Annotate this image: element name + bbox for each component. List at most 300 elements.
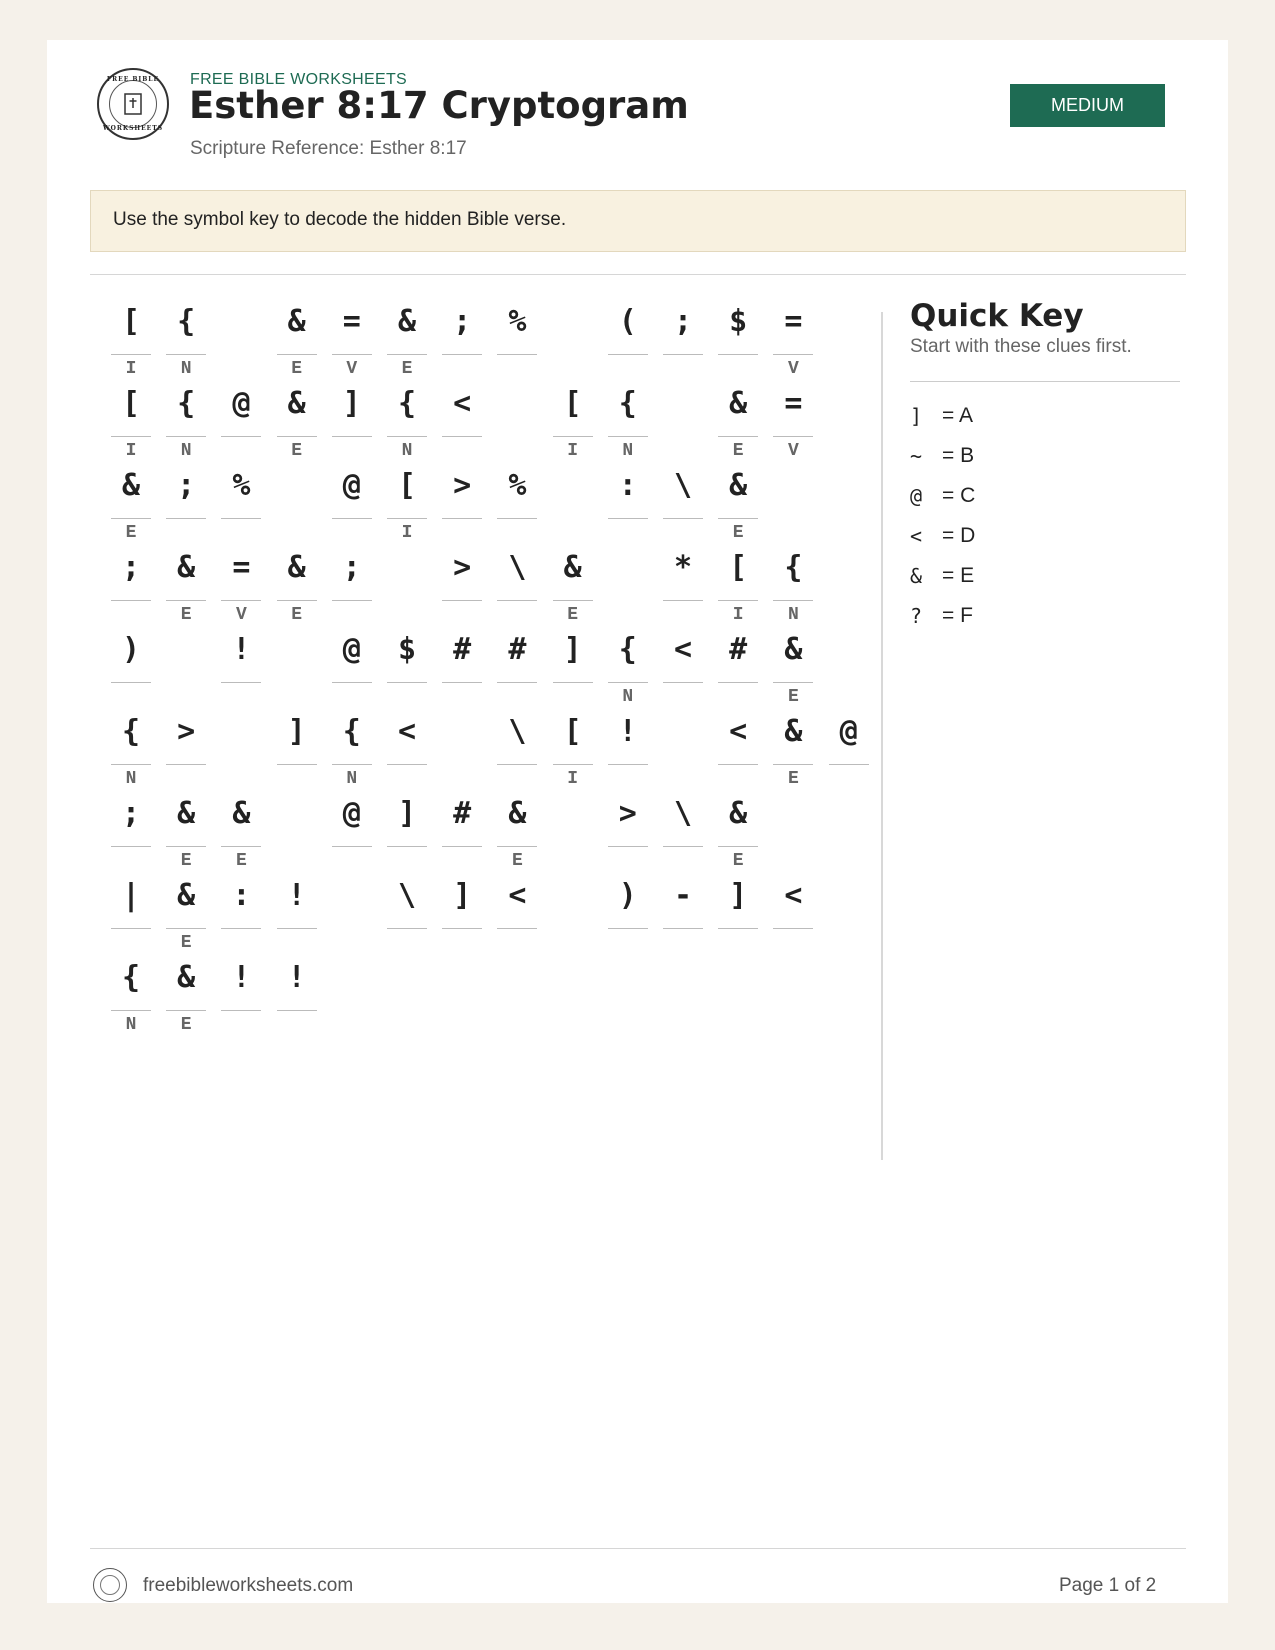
cipher-symbol: ! — [232, 960, 251, 995]
cipher-cell — [332, 786, 372, 876]
answer-blank[interactable] — [553, 682, 593, 683]
answer-blank[interactable] — [221, 436, 261, 437]
cipher-cell — [277, 868, 317, 958]
cipher-symbol: { — [397, 386, 417, 421]
answer-blank[interactable] — [663, 600, 703, 601]
page-number: Page 1 of 2 — [1059, 1575, 1157, 1596]
cipher-symbol: & — [177, 960, 196, 995]
answer-blank[interactable] — [111, 518, 151, 519]
cipher-cell — [663, 622, 703, 712]
cipher-cell — [111, 458, 151, 548]
answer-blank[interactable] — [111, 1010, 151, 1011]
answer-blank[interactable] — [387, 764, 427, 765]
cipher-cell — [442, 376, 482, 466]
quick-key-list — [910, 396, 975, 636]
answer-blank[interactable] — [663, 928, 703, 929]
cipher-symbol: & — [563, 550, 582, 585]
answer-blank[interactable] — [442, 846, 482, 847]
hint-letter: I — [401, 523, 413, 543]
cipher-cell — [332, 704, 372, 794]
quick-key-item — [910, 436, 975, 476]
hint-letter: N — [125, 1015, 137, 1035]
answer-blank[interactable] — [718, 518, 758, 519]
cipher-cell — [332, 540, 372, 630]
cipher-cell — [773, 540, 813, 630]
cipher-symbol: ! — [618, 714, 637, 749]
answer-blank[interactable] — [497, 354, 537, 355]
answer-blank[interactable] — [221, 600, 261, 601]
hint-letter: E — [291, 605, 302, 625]
hint-letter: V — [787, 359, 799, 379]
cipher-symbol: < — [508, 878, 527, 913]
cipher-cell — [166, 376, 206, 466]
answer-blank[interactable] — [497, 764, 537, 765]
cipher-cell — [442, 622, 482, 712]
cipher-cell — [387, 294, 427, 384]
cipher-symbol: > — [618, 796, 637, 831]
answer-blank[interactable] — [718, 600, 758, 601]
cipher-symbol: ] — [397, 796, 417, 831]
cipher-symbol: { — [618, 386, 637, 421]
quick-key-item — [910, 596, 975, 636]
cipher-cell — [718, 786, 758, 876]
cipher-cell — [608, 786, 648, 876]
cipher-cell — [608, 458, 648, 548]
cipher-cell — [166, 950, 206, 1040]
answer-blank[interactable] — [166, 436, 206, 437]
cipher-symbol: [ — [563, 714, 582, 749]
answer-blank[interactable] — [277, 764, 317, 765]
column-divider — [881, 312, 883, 1160]
cipher-cell — [608, 622, 648, 712]
answer-blank[interactable] — [718, 436, 758, 437]
cipher-cell — [387, 868, 427, 958]
answer-blank[interactable] — [387, 436, 427, 437]
answer-blank[interactable] — [497, 846, 537, 847]
cipher-cell — [497, 786, 537, 876]
cipher-symbol: = — [342, 304, 361, 339]
cipher-symbol: { — [177, 386, 196, 421]
cipher-cell — [442, 868, 482, 958]
page-title: Esther 8:17 Cryptogram — [189, 84, 689, 127]
cipher-symbol: * — [673, 550, 693, 585]
cipher-symbol: # — [729, 632, 748, 667]
cipher-symbol: = — [232, 550, 251, 585]
footer-logo-icon — [93, 1568, 127, 1602]
cipher-cell — [221, 540, 261, 630]
answer-blank[interactable] — [166, 928, 206, 929]
cipher-symbol: ! — [287, 960, 306, 995]
hint-letter: E — [180, 933, 192, 953]
hint-letter: I — [125, 441, 137, 461]
cipher-symbol: \ — [508, 714, 527, 749]
logo-text-top: FREE BIBLE — [106, 76, 160, 83]
cipher-symbol: ) — [121, 632, 141, 667]
quick-key-item — [910, 516, 975, 556]
answer-blank[interactable] — [387, 518, 427, 519]
answer-blank[interactable] — [332, 518, 372, 519]
cipher-symbol: [ — [121, 386, 141, 421]
cipher-symbol: ; — [177, 468, 196, 503]
answer-blank[interactable] — [332, 682, 372, 683]
cipher-cell — [332, 458, 372, 548]
cipher-symbol: { — [121, 960, 141, 995]
cipher-symbol: & — [232, 796, 251, 831]
cipher-symbol: = — [784, 386, 803, 421]
answer-blank[interactable] — [277, 600, 317, 601]
answer-blank[interactable] — [663, 846, 703, 847]
answer-blank[interactable] — [111, 682, 151, 683]
answer-blank[interactable] — [111, 846, 151, 847]
answer-blank[interactable] — [442, 928, 482, 929]
hint-letter: E — [291, 441, 302, 461]
answer-blank[interactable] — [718, 846, 758, 847]
cipher-cell — [166, 294, 206, 384]
answer-blank[interactable] — [277, 1010, 317, 1011]
cipher-symbol: $ — [397, 632, 417, 667]
cipher-symbol: % — [232, 468, 251, 503]
cipher-cell — [497, 704, 537, 794]
hint-letter: E — [511, 851, 523, 871]
hint-letter: E — [125, 523, 137, 543]
hint-letter: I — [567, 769, 578, 789]
answer-blank[interactable] — [553, 600, 593, 601]
cipher-symbol: = — [784, 304, 803, 339]
footer-divider — [90, 1548, 1186, 1549]
answer-blank[interactable] — [166, 1010, 206, 1011]
answer-blank[interactable] — [442, 600, 482, 601]
answer-blank[interactable] — [608, 846, 648, 847]
hint-letter: N — [787, 605, 799, 625]
cipher-cell — [221, 950, 261, 1040]
cipher-cell — [553, 704, 593, 794]
cipher-cell — [111, 868, 151, 958]
hint-letter: N — [401, 441, 413, 461]
answer-blank[interactable] — [663, 354, 703, 355]
answer-blank[interactable] — [332, 764, 372, 765]
cipher-cell — [608, 294, 648, 384]
worksheet-page — [47, 40, 1228, 1603]
cipher-cell — [773, 622, 813, 712]
cipher-cell — [663, 540, 703, 630]
quick-key-item — [910, 476, 975, 516]
answer-blank[interactable] — [553, 436, 593, 437]
cipher-symbol: < — [673, 632, 693, 667]
answer-blank[interactable] — [111, 354, 151, 355]
cipher-cell — [332, 376, 372, 466]
cipher-cell — [829, 704, 869, 794]
answer-blank[interactable] — [277, 436, 317, 437]
cipher-symbol: \ — [673, 468, 693, 503]
answer-blank[interactable] — [166, 354, 206, 355]
answer-blank[interactable] — [221, 928, 261, 929]
quick-key-divider — [910, 381, 1180, 382]
answer-blank[interactable] — [332, 436, 372, 437]
cipher-symbol: < — [784, 878, 803, 913]
answer-blank[interactable] — [442, 354, 482, 355]
key-symbol: @ — [910, 484, 923, 508]
answer-blank[interactable] — [111, 764, 151, 765]
quick-key-subtitle: Start with these clues first. — [910, 336, 1132, 357]
cipher-cell — [166, 786, 206, 876]
cipher-cell — [718, 294, 758, 384]
cipher-symbol: { — [342, 714, 361, 749]
cipher-symbol: > — [453, 550, 472, 585]
key-value: = F — [942, 604, 973, 627]
cipher-cell — [442, 294, 482, 384]
cipher-symbol: ] — [729, 878, 748, 913]
answer-blank[interactable] — [221, 846, 261, 847]
cipher-symbol: \ — [508, 550, 527, 585]
cipher-symbol: ; — [673, 304, 693, 339]
instructions-box: Use the symbol key to decode the hidden Bible verse. — [90, 190, 1186, 252]
cipher-cell — [387, 786, 427, 876]
hint-letter: N — [180, 359, 192, 379]
cipher-symbol: ] — [453, 878, 472, 913]
cipher-cell — [497, 294, 537, 384]
answer-blank[interactable] — [608, 518, 648, 519]
cipher-cell — [387, 458, 427, 548]
cipher-symbol: ; — [121, 796, 141, 831]
cipher-cell — [442, 786, 482, 876]
key-value: = D — [942, 524, 976, 547]
key-value: = B — [942, 444, 975, 467]
cipher-cell — [277, 294, 317, 384]
answer-blank[interactable] — [387, 354, 427, 355]
answer-blank[interactable] — [221, 1010, 261, 1011]
key-symbol: ] — [910, 404, 923, 428]
hint-letter: V — [787, 441, 799, 461]
cipher-cell — [277, 376, 317, 466]
cipher-cell — [718, 458, 758, 548]
key-symbol: ~ — [910, 444, 923, 468]
answer-blank[interactable] — [166, 600, 206, 601]
cipher-cell — [442, 458, 482, 548]
cipher-symbol: - — [673, 878, 693, 913]
cipher-cell — [166, 458, 206, 548]
cipher-symbol: & — [287, 386, 306, 421]
cipher-cell — [608, 376, 648, 466]
cipher-cell — [221, 786, 261, 876]
cipher-cell — [111, 704, 151, 794]
answer-blank[interactable] — [608, 354, 648, 355]
cipher-cell — [497, 868, 537, 958]
cipher-cell — [663, 868, 703, 958]
cipher-symbol: ; — [121, 550, 141, 585]
answer-blank[interactable] — [442, 518, 482, 519]
cipher-cell — [111, 786, 151, 876]
answer-blank[interactable] — [663, 518, 703, 519]
hint-letter: E — [787, 769, 799, 789]
hint-letter: E — [180, 605, 192, 625]
answer-blank[interactable] — [332, 354, 372, 355]
cipher-symbol: [ — [121, 304, 141, 339]
cipher-symbol: : — [618, 468, 637, 503]
hint-letter: I — [732, 605, 744, 625]
answer-blank[interactable] — [608, 436, 648, 437]
cipher-symbol: # — [453, 796, 472, 831]
cipher-cell — [773, 294, 813, 384]
hint-letter: N — [180, 441, 192, 461]
cipher-symbol: # — [508, 632, 527, 667]
answer-blank[interactable] — [497, 928, 537, 929]
answer-blank[interactable] — [497, 600, 537, 601]
cipher-cell — [553, 622, 593, 712]
cipher-symbol: & — [729, 468, 748, 503]
cipher-symbol: @ — [342, 468, 361, 503]
cipher-symbol: ) — [618, 878, 637, 913]
answer-blank[interactable] — [111, 600, 151, 601]
cipher-symbol: @ — [342, 796, 361, 831]
cipher-symbol: { — [121, 714, 141, 749]
key-value: = E — [942, 564, 975, 587]
hint-letter: E — [235, 851, 247, 871]
answer-blank[interactable] — [332, 846, 372, 847]
answer-blank[interactable] — [387, 928, 427, 929]
hint-letter: V — [346, 359, 358, 379]
answer-blank[interactable] — [663, 682, 703, 683]
answer-blank[interactable] — [277, 354, 317, 355]
hint-letter: E — [732, 441, 744, 461]
answer-blank[interactable] — [608, 764, 648, 765]
answer-blank[interactable] — [166, 518, 206, 519]
answer-blank[interactable] — [166, 764, 206, 765]
answer-blank[interactable] — [111, 436, 151, 437]
cipher-symbol: & — [784, 632, 803, 667]
cipher-cell — [221, 376, 261, 466]
answer-blank[interactable] — [387, 846, 427, 847]
cipher-cell — [111, 540, 151, 630]
answer-blank[interactable] — [718, 354, 758, 355]
answer-blank[interactable] — [277, 928, 317, 929]
cipher-cell — [111, 376, 151, 466]
cipher-symbol: [ — [729, 550, 748, 585]
cipher-symbol: $ — [729, 304, 748, 339]
cipher-symbol: & — [287, 550, 306, 585]
cipher-cell — [553, 540, 593, 630]
cipher-cell — [332, 294, 372, 384]
hint-letter: N — [622, 441, 634, 461]
cipher-cell — [277, 704, 317, 794]
cipher-cell — [166, 704, 206, 794]
cipher-symbol: & — [729, 796, 748, 831]
cipher-symbol: { — [618, 632, 637, 667]
cipher-symbol: # — [453, 632, 472, 667]
cipher-cell — [277, 540, 317, 630]
answer-blank[interactable] — [387, 682, 427, 683]
difficulty-badge: MEDIUM — [1010, 84, 1165, 127]
key-symbol: ? — [910, 604, 923, 628]
cipher-cell — [608, 704, 648, 794]
answer-blank[interactable] — [111, 928, 151, 929]
cipher-symbol: ] — [287, 714, 306, 749]
answer-blank[interactable] — [773, 354, 813, 355]
answer-blank[interactable] — [608, 928, 648, 929]
cipher-symbol: { — [177, 304, 196, 339]
cipher-symbol: < — [397, 714, 417, 749]
hint-letter: N — [622, 687, 634, 707]
cipher-symbol: & — [729, 386, 748, 421]
scripture-reference: Scripture Reference: Esther 8:17 — [190, 138, 467, 159]
answer-blank[interactable] — [718, 764, 758, 765]
answer-blank[interactable] — [442, 436, 482, 437]
hint-letter: N — [125, 769, 137, 789]
cipher-symbol: \ — [397, 878, 417, 913]
cipher-cell — [387, 622, 427, 712]
footer-site: freebibleworksheets.com — [143, 1575, 354, 1596]
cryptogram-grid — [47, 40, 887, 1160]
cipher-cell — [387, 704, 427, 794]
hint-letter: E — [567, 605, 578, 625]
hint-letter: E — [401, 359, 413, 379]
answer-blank[interactable] — [608, 682, 648, 683]
answer-blank[interactable] — [553, 764, 593, 765]
answer-blank[interactable] — [773, 682, 813, 683]
answer-blank[interactable] — [332, 600, 372, 601]
logo-text-bottom: WORKSHEETS — [102, 125, 164, 132]
cipher-cell — [497, 458, 537, 548]
cipher-cell — [221, 458, 261, 548]
cipher-symbol: [ — [563, 386, 582, 421]
cipher-symbol: [ — [397, 468, 417, 503]
cipher-cell — [166, 540, 206, 630]
answer-blank[interactable] — [497, 518, 537, 519]
answer-blank[interactable] — [221, 682, 261, 683]
cipher-cell — [663, 458, 703, 548]
answer-blank[interactable] — [221, 518, 261, 519]
cipher-symbol: % — [508, 468, 527, 503]
cipher-cell — [387, 376, 427, 466]
cipher-cell — [718, 622, 758, 712]
answer-blank[interactable] — [718, 928, 758, 929]
cipher-symbol: < — [729, 714, 748, 749]
cipher-cell — [332, 622, 372, 712]
cipher-cell — [221, 622, 261, 712]
answer-blank[interactable] — [773, 600, 813, 601]
cipher-symbol: > — [177, 714, 196, 749]
answer-blank[interactable] — [773, 436, 813, 437]
answer-blank[interactable] — [166, 846, 206, 847]
cipher-cell — [773, 376, 813, 466]
answer-blank[interactable] — [829, 764, 869, 765]
quick-key-item — [910, 556, 975, 596]
hint-letter: I — [125, 359, 137, 379]
cipher-symbol: ] — [563, 632, 582, 667]
hint-letter: E — [291, 359, 302, 379]
cipher-symbol: \ — [673, 796, 693, 831]
cipher-cell — [497, 540, 537, 630]
cipher-cell — [718, 376, 758, 466]
answer-blank[interactable] — [718, 682, 758, 683]
cipher-cell — [773, 868, 813, 958]
answer-blank[interactable] — [773, 928, 813, 929]
cipher-symbol: % — [508, 304, 527, 339]
answer-blank[interactable] — [773, 764, 813, 765]
cipher-cell — [111, 294, 151, 384]
cipher-symbol: ] — [342, 386, 361, 421]
cipher-symbol: ( — [618, 304, 637, 339]
key-value: = A — [942, 404, 973, 427]
cipher-symbol: & — [784, 714, 803, 749]
answer-blank[interactable] — [442, 682, 482, 683]
key-value: = C — [942, 484, 976, 507]
cipher-cell — [718, 540, 758, 630]
hint-letter: E — [732, 851, 744, 871]
hint-letter: V — [235, 605, 247, 625]
answer-blank[interactable] — [497, 682, 537, 683]
cipher-symbol: > — [453, 468, 472, 503]
cipher-cell — [111, 622, 151, 712]
